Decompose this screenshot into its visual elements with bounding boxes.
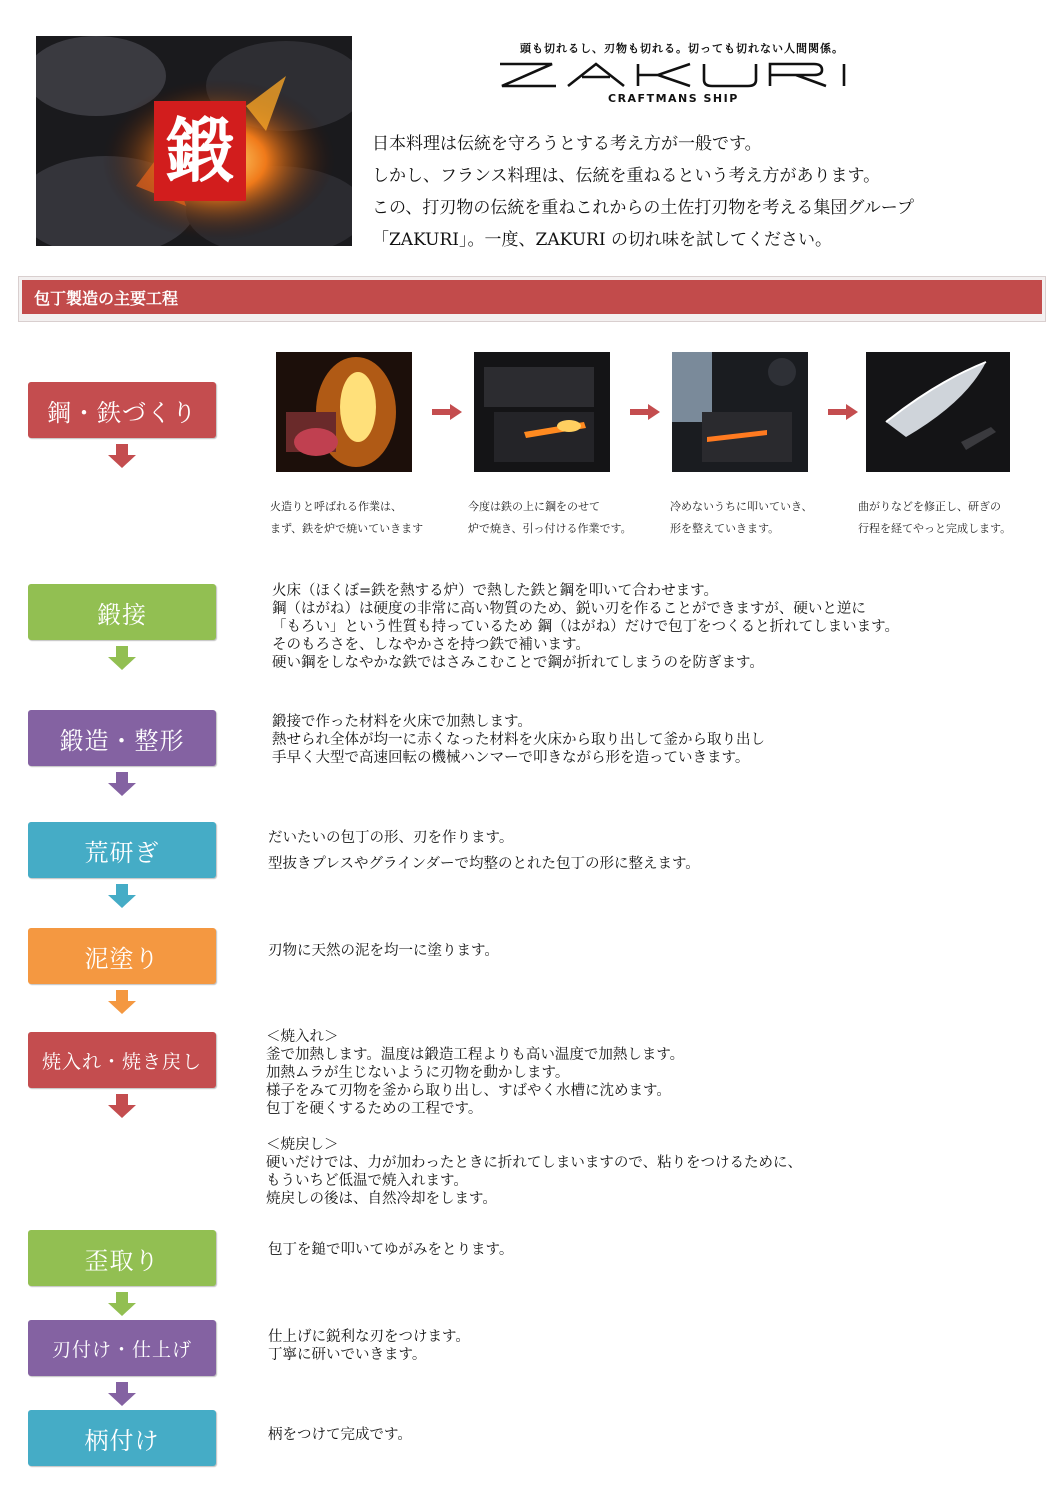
brand-tagline: 頭も切れるし、刃物も切れる。切っても切れない人間関係。 [520,42,844,55]
step-label: 泥塗り [84,944,160,973]
step-description-9: 柄をつけて完成です。 [268,1427,412,1443]
brand-subtitle: CRAFTMANS SHIP [608,92,739,105]
step-description-7: 包丁を鎚で叩いてゆがみをとります。 [268,1242,514,1258]
intro-line: しかし、フランス料理は、伝統を重ねるという考え方があります。 [372,166,881,186]
down-arrow-icon [108,884,136,908]
flow-arrow-icon [828,404,858,420]
brand-logo [496,56,858,94]
step-label: 荒研ぎ [84,838,160,867]
step-label: 柄付け [84,1426,160,1455]
section-title: 包丁製造の主要工程 [34,289,179,308]
process-photo-4 [866,352,1010,472]
down-arrow-icon [108,990,136,1014]
step-button-4 [28,822,216,878]
step-label: 刃付け・仕上げ [51,1338,192,1361]
step-label: 鍛造・整形 [59,726,185,755]
down-arrow-icon [108,1094,136,1118]
step-button-1 [28,382,216,438]
step-label: 歪取り [84,1246,160,1275]
step-button-2 [28,584,216,640]
step-button-9 [28,1410,216,1466]
step-description-5: 刃物に天然の泥を均一に塗ります。 [268,943,499,959]
hero-image [36,36,352,246]
intro-line: 「ZAKURI」。一度、ZAKURI の切れ味を試してください。 [372,230,832,250]
photo-caption-3: 冷めないうちに叩いていき、 形を整えていきます。 [670,500,813,535]
step-description-2: 火床（ほくぼ=鉄を熱する炉）で熱した鉄と鋼を叩いて合わせます。 鋼（はがね）は硬度の非常に高い物質のため、鋭い刃を作ることができますが、硬いと逆に 「もろい」という性質も持っているため 鋼（はがね）だけで包丁をつくると折れてしまいます。 そのもろさを、しなやかさを持つ鉄で補います。 硬い鋼をしなやかな鉄ではさみこむことで鋼が折れてしまうのを防ぎます。 [272,583,899,671]
step-button-6 [28,1032,216,1088]
photo-caption-4: 曲がりなどを修正し、研ぎの 行程を経てやっと完成します。 [858,500,1012,535]
process-photo-3 [672,352,808,472]
step-button-7 [28,1230,216,1286]
step-description-6: ＜焼入れ＞ 釜で加熱します。温度は鍛造工程よりも高い温度で加熱します。 加熱ムラが生じないように刃物を動かします。 様子をみて刃物を釜から取り出し、すばやく水槽に沈めます。 包丁を硬くするための工程です。 ＜焼戻し＞ 硬いだけでは、力が加わったときに折れてしまいますので、粘りをつけるために、 もういちど低温で焼入れます。 焼戻しの後は、自然冷却をします。 [266,1029,803,1207]
down-arrow-icon [108,646,136,670]
photo-caption-2: 今度は鉄の上に鋼をのせて 炉で焼き、引っ付ける作業です。 [468,500,632,535]
step-label: 鋼・鉄づくり [47,398,197,427]
flow-arrow-icon [432,404,462,420]
step-label: 鍛接 [97,600,147,629]
step-description-4: だいたいの包丁の形、刃を作ります。 型抜きプレスやグラインダーで均整のとれた包丁の形に整えます。 [268,830,700,872]
process-photo-1 [276,352,412,472]
step-button-5 [28,928,216,984]
step-label: 焼入れ・焼き戻し [41,1050,202,1073]
hero-kanji: 鍛 [154,101,246,201]
down-arrow-icon [108,444,136,468]
down-arrow-icon [108,1382,136,1406]
section-banner [22,280,1042,314]
step-button-8 [28,1320,216,1376]
intro-text [372,128,914,256]
photo-caption-1: 火造りと呼ばれる作業は、 まず、鉄を炉で焼いていきます [270,500,424,535]
intro-line: 日本料理は伝統を守ろうとする考え方が一般です。 [372,134,762,154]
step-description-3: 鍛接で作った材料を火床で加熱します。 熱せられ全体が均一に赤くなった材料を火床から取り出して釜から取り出し 手早く大型で高速回転の機械ハンマーで叩きながら形を造っていきます。 [272,714,765,766]
down-arrow-icon [108,1292,136,1316]
down-arrow-icon [108,772,136,796]
intro-line: この、打刃物の伝統を重ねこれからの土佐打刃物を考える集団グループ [372,198,914,218]
step-description-8: 仕上げに鋭利な刃をつけます。 丁寧に研いでいきます。 [268,1329,470,1363]
step-button-3 [28,710,216,766]
flow-arrow-icon [630,404,660,420]
process-photo-2 [474,352,610,472]
